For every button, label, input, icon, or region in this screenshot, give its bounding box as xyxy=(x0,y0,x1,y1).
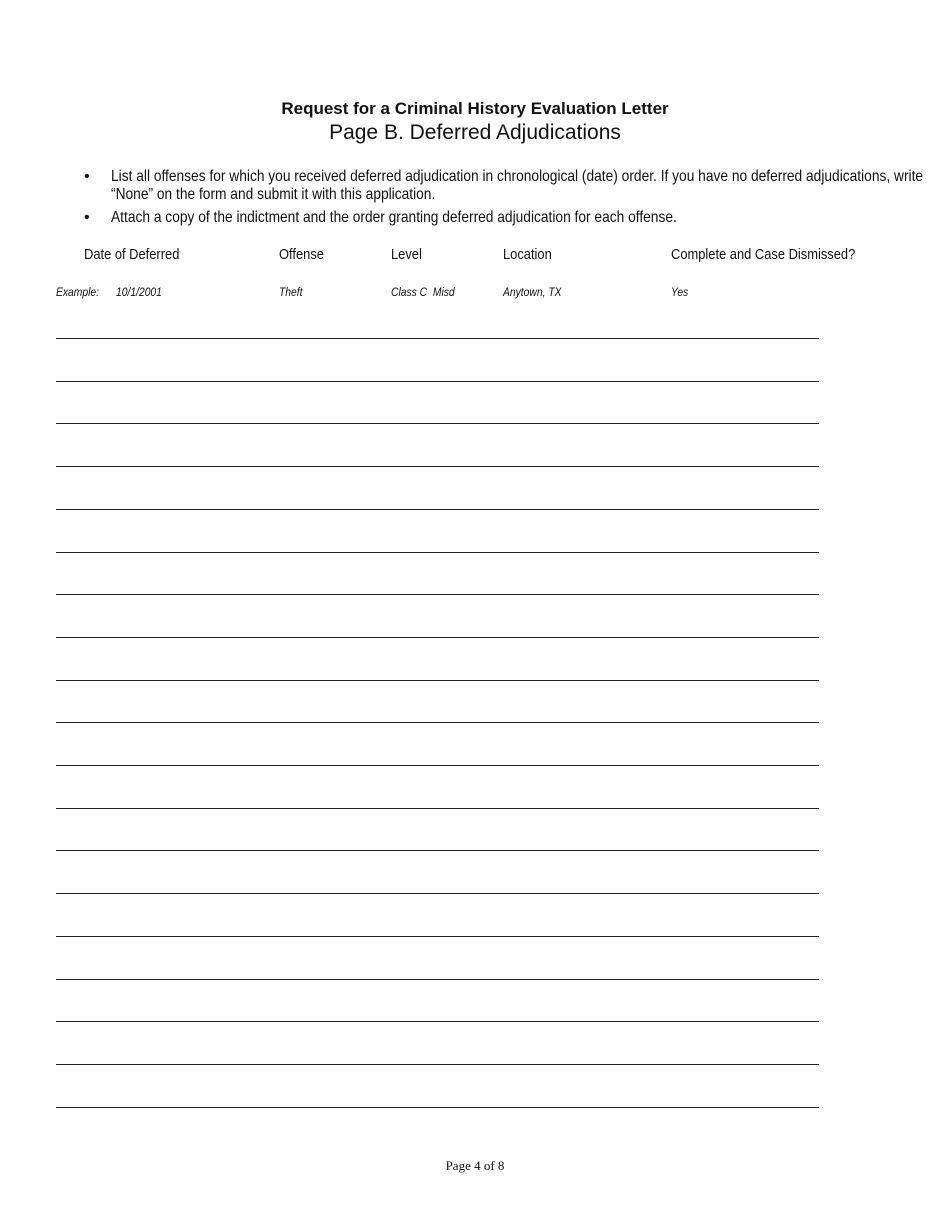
instruction-item xyxy=(84,168,944,208)
example-label: Example: xyxy=(56,285,100,299)
instruction-text: Attach a copy of the indictment and the order granting deferred adjudication for each offense. xyxy=(111,209,677,226)
example-dismissed: Yes xyxy=(671,285,689,299)
column-header-offense: Offense xyxy=(279,246,324,263)
entry-line-field[interactable] xyxy=(56,873,819,894)
bullet-icon: • xyxy=(84,168,90,185)
example-offense: Theft xyxy=(279,285,303,299)
form-title: Request for a Criminal History Evaluation Letter xyxy=(281,99,669,118)
instruction-text: List all offenses for which you received deferred adjudication in chronological (date) order. If you have no deferred adjudications, write “None” on the form and submit it with this application. xyxy=(111,168,924,203)
page-number: Page 4 of 8 xyxy=(445,1158,505,1173)
entry-line-field[interactable] xyxy=(56,745,819,766)
example-location: Anytown, TX xyxy=(503,285,562,299)
entry-line-field[interactable] xyxy=(56,574,819,595)
column-header-date: Date of Deferred xyxy=(84,246,180,263)
entry-line-field[interactable] xyxy=(56,489,819,510)
instruction-item xyxy=(84,209,944,229)
entry-line-field[interactable] xyxy=(56,702,819,723)
entry-line-field[interactable] xyxy=(56,1087,819,1108)
entry-line-field[interactable] xyxy=(56,617,819,638)
entry-line-field[interactable] xyxy=(56,830,819,851)
column-header-location: Location xyxy=(503,246,552,263)
entry-line-field[interactable] xyxy=(56,916,819,937)
entry-line-field[interactable] xyxy=(56,1044,819,1065)
form-subtitle: Page B. Deferred Adjudications xyxy=(329,121,621,144)
entry-line-field[interactable] xyxy=(56,318,819,339)
entry-line-field[interactable] xyxy=(56,446,819,467)
entry-line-field[interactable] xyxy=(56,361,819,382)
entry-line-field[interactable] xyxy=(56,1001,819,1022)
bullet-icon: • xyxy=(84,209,90,226)
column-header-dismissed: Complete and Case Dismissed? xyxy=(671,246,856,263)
example-level: Class C Misd xyxy=(391,285,455,299)
column-header-level: Level xyxy=(391,246,422,263)
entry-line-field[interactable] xyxy=(56,532,819,553)
entry-line-field[interactable] xyxy=(56,959,819,980)
example-date: 10/1/2001 xyxy=(116,285,162,299)
entry-line-field[interactable] xyxy=(56,788,819,809)
entry-line-field[interactable] xyxy=(56,660,819,681)
entry-line-field[interactable] xyxy=(56,403,819,424)
